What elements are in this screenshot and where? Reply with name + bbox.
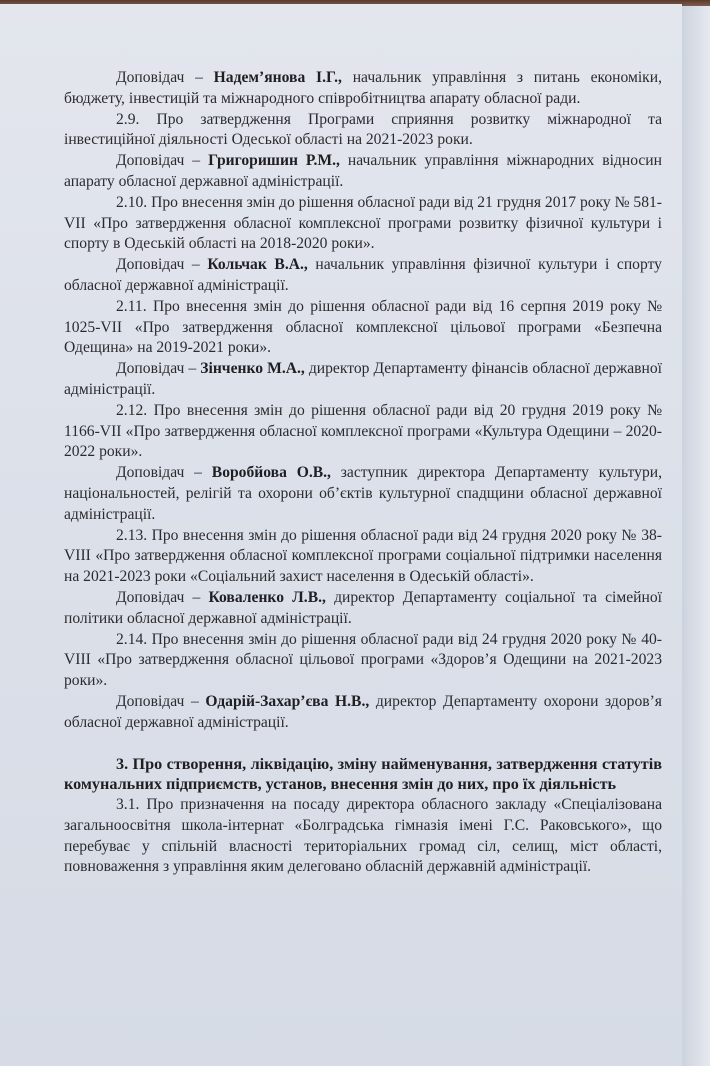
speaker-position: директор Департаменту фінансів обласної державної адміністрації. bbox=[64, 360, 662, 398]
speaker-label: Доповідач – bbox=[116, 256, 208, 274]
speaker-position: директор Департаменту охорони здоров’я обласної державної адміністрації. bbox=[64, 692, 662, 731]
agenda-item-2-9: 2.9. Про затвердження Програми сприяння розвитку міжнародної та інвестиційної діяльності Одеської області на 2021-2023 роки. bbox=[64, 110, 662, 149]
section-heading-3: 3. Про створення, ліквідацію, зміну найменування, затвердження статутів комунальних підприємств, установ, внесення змін до них, про їх діяльність bbox=[64, 754, 662, 794]
document-body bbox=[64, 68, 662, 878]
speaker-name: Надем’янова І.Г., bbox=[213, 69, 342, 86]
speaker-paragraph bbox=[64, 588, 662, 630]
speaker-name: Григоришин Р.М., bbox=[208, 152, 340, 170]
document-page bbox=[0, 4, 682, 1066]
speaker-position: начальник управління міжнародних відносин апарату обласної державної адміністрації. bbox=[64, 152, 662, 190]
agenda-item-2-13: 2.13. Про внесення змін до рішення обласної ради від 24 грудня 2020 року № 38-VIII «Про затвердження обласної комплексної програми соціальної підтримки населення на 2021-2023 роки «Соціальний захист населення в Одеській області». bbox=[64, 526, 662, 586]
speaker-paragraph bbox=[64, 151, 662, 193]
speaker-name: Коваленко Л.В., bbox=[208, 588, 326, 606]
agenda-item-2-10: 2.10. Про внесення змін до рішення обласної ради від 21 грудня 2017 року № 581-VII «Про затвердження обласної комплексної програми розвитку фізичної культури і спорту в Одеській області на 2018-2020 роки». bbox=[64, 193, 662, 253]
agenda-item-2-11: 2.11. Про внесення змін до рішення обласної ради від 16 серпня 2019 року № 1025-VII «Про затвердження обласної комплексної цільової програми «Безпечна Одещина» на 2019-2021 роки». bbox=[64, 297, 662, 357]
speaker-position: заступник директора Департаменту культури, національностей, релігій та охорони об’єктів культурної спадщини обласної державної адміністрації. bbox=[64, 464, 662, 523]
speaker-position: директор Департаменту соціальної та сімейної політики обласної державної адміністрації. bbox=[64, 588, 662, 627]
speaker-name: Зінченко М.А., bbox=[200, 360, 305, 378]
agenda-item-3-1: 3.1. Про призначення на посаду директора обласного закладу «Спеціалізована загальноосвітня школа-інтернат «Болградська гімназія імені Г.С. Раковського», що перебуває у спільній власності територіальних громад сіл, селищ, міст області, повноваження з управління яким делеговано обласній державній адміністрації. bbox=[64, 796, 662, 876]
speaker-paragraph bbox=[64, 692, 662, 734]
adjacent-page-edge bbox=[682, 6, 710, 1066]
speaker-label: Доповідач – bbox=[116, 152, 209, 170]
speaker-label: Доповідач – bbox=[116, 692, 206, 710]
speaker-label: Доповідач – bbox=[116, 464, 212, 482]
speaker-name: Воробйова О.В., bbox=[211, 464, 331, 482]
agenda-item-2-14: 2.14. Про внесення змін до рішення обласної ради від 24 грудня 2020 року № 40-VIII «Про затвердження обласної цільової програми «Здоров’я Одещини на 2021-2023 роки». bbox=[64, 630, 662, 690]
speaker-paragraph bbox=[64, 359, 662, 401]
speaker-paragraph bbox=[64, 255, 662, 297]
speaker-paragraph bbox=[64, 68, 662, 110]
speaker-name: Кольчак В.А., bbox=[207, 256, 308, 274]
speaker-label: Доповідач – bbox=[116, 360, 201, 378]
speaker-label: Доповідач – bbox=[116, 69, 214, 86]
speaker-name: Одарій-Захар’єва Н.В., bbox=[205, 692, 370, 710]
agenda-item-2-12: 2.12. Про внесення змін до рішення обласної ради від 20 грудня 2019 року № 1166-VII «Про затвердження обласної комплексної програми «Культура Одещини – 2020-2022 роки». bbox=[64, 401, 662, 461]
speaker-label: Доповідач – bbox=[116, 588, 209, 606]
speaker-position: начальник управління фізичної культури і спорту обласної державної адміністрації. bbox=[64, 256, 662, 294]
speaker-paragraph bbox=[64, 463, 662, 525]
speaker-position: начальник управління з питань економіки, бюджету, інвестицій та міжнародного співробітництва апарату обласної ради. bbox=[64, 69, 662, 107]
